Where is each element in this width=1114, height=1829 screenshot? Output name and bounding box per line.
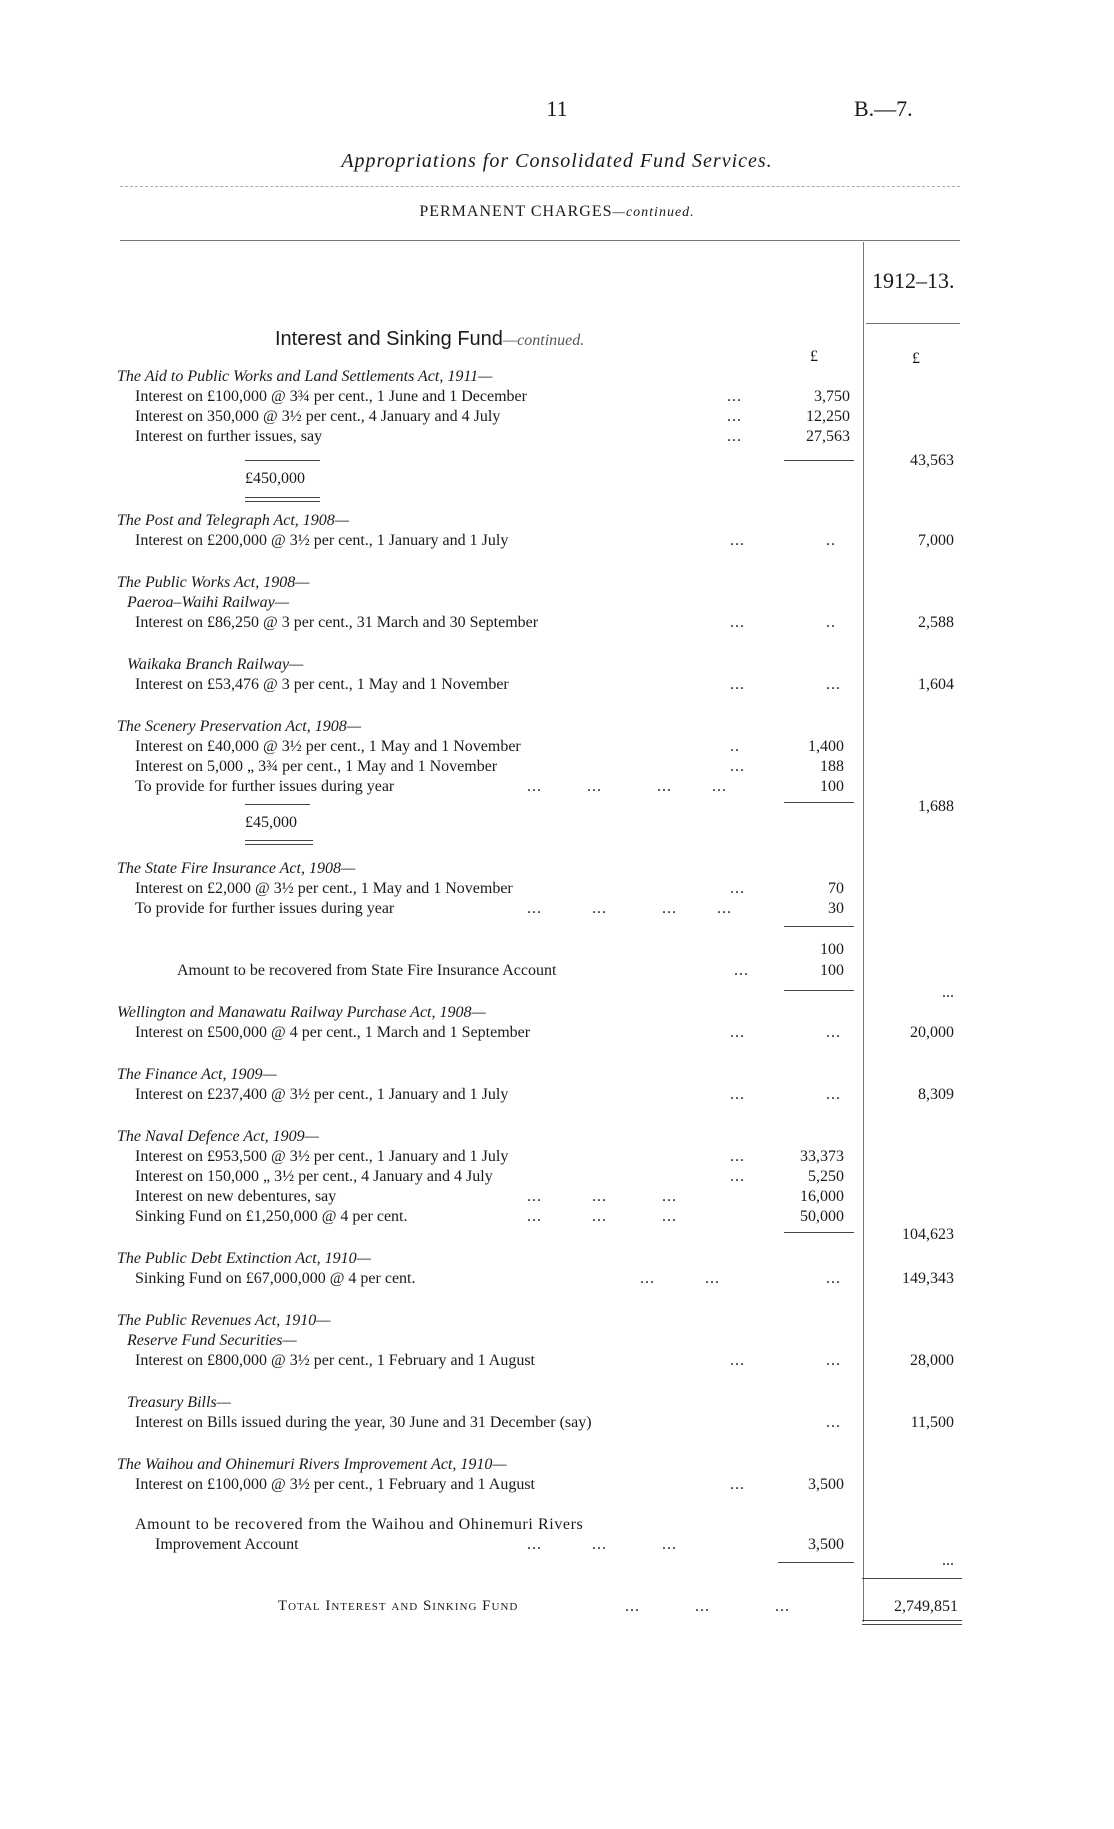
section-continued: —continued. <box>502 332 585 349</box>
subtitle-continued: —continued. <box>612 205 695 220</box>
leader-dots: ... <box>730 1148 745 1165</box>
double-rule <box>245 497 320 502</box>
line-item: Interest on new debentures, say <box>135 1188 337 1205</box>
column-rule <box>784 802 854 803</box>
year-total: 1,688 <box>918 798 954 815</box>
act-heading: The Public Revenues Act, 1910— <box>117 1312 331 1329</box>
item-value: 33,373 <box>800 1148 844 1165</box>
line-item: Interest on £2,000 @ 3½ per cent., 1 May and 1 November <box>135 880 513 897</box>
item-value: 1,400 <box>808 738 844 755</box>
column-rule <box>784 926 854 927</box>
line-item: Interest on £40,000 @ 3½ per cent., 1 May and 1 November <box>135 738 521 755</box>
line-item: Interest on 150,000 „ 3½ per cent., 4 January and 4 July <box>135 1168 493 1185</box>
year-total: ... <box>942 984 954 1001</box>
leader-dots: ... <box>826 1024 841 1041</box>
line-item: Interest on 5,000 „ 3¾ per cent., 1 May and 1 November <box>135 758 498 775</box>
leader-dots: ... <box>730 1168 745 1185</box>
year-total: 7,000 <box>918 532 954 549</box>
item-value: 3,750 <box>814 388 850 405</box>
recovery-line: Amount to be recovered from the Waihou and Ohinemuri Rivers <box>135 1516 584 1533</box>
act-heading: The Finance Act, 1909— <box>117 1066 277 1083</box>
leader-dots: ... <box>730 1352 745 1369</box>
leader-dots: ... <box>730 1086 745 1103</box>
subtotal-rule <box>245 460 320 461</box>
year-total: 2,588 <box>918 614 954 631</box>
line-item: Interest on £200,000 @ 3½ per cent., 1 January and 1 July <box>135 532 509 549</box>
sub-heading: Paeroa–Waihi Railway— <box>127 594 289 611</box>
leader-dots: ... <box>734 962 749 979</box>
line-item: Interest on £100,000 @ 3½ per cent., 1 February and 1 August <box>135 1476 535 1493</box>
year-rule <box>866 323 960 324</box>
double-rule <box>862 1620 962 1625</box>
subtitle-main: PERMANENT CHARGES <box>419 203 613 220</box>
grand-total-value: 2,749,851 <box>894 1598 958 1615</box>
recovery-line: Improvement Account <box>155 1536 299 1553</box>
year-total: 28,000 <box>910 1352 954 1369</box>
leader-dots: ... <box>826 1414 841 1431</box>
leader-dots: ... <box>730 532 745 549</box>
act-heading: The Public Debt Extinction Act, 1910— <box>117 1250 371 1267</box>
leader-dots: ... <box>826 676 841 693</box>
column-rule <box>784 990 854 991</box>
currency-right: £ <box>912 350 920 367</box>
column-rule <box>862 1578 962 1579</box>
leader-dots: ... ... <box>640 1270 720 1287</box>
year-total: ... <box>942 1552 954 1569</box>
line-item: Interest on £953,500 @ 3½ per cent., 1 January and 1 July <box>135 1148 509 1165</box>
leader-dots: ... <box>730 880 745 897</box>
leader-dots: .. <box>826 532 836 549</box>
item-value: 3,500 <box>808 1476 844 1493</box>
year-total: 8,309 <box>918 1086 954 1103</box>
sub-heading: Reserve Fund Securities— <box>127 1332 297 1349</box>
sub-heading: Waikaka Branch Railway— <box>127 656 304 673</box>
leader-dots: ... <box>727 408 742 425</box>
line-item: To provide for further issues during year <box>135 900 395 917</box>
act-heading: The State Fire Insurance Act, 1908— <box>117 860 356 877</box>
item-value: 5,250 <box>808 1168 844 1185</box>
line-item: Interest on £237,400 @ 3½ per cent., 1 January and 1 July <box>135 1086 509 1103</box>
recovery-value: 100 <box>820 962 844 979</box>
item-value: 188 <box>820 758 844 775</box>
document-reference: B.—7. <box>854 96 913 121</box>
column-rule <box>778 1562 854 1563</box>
leader-dots: ... ... ... ... <box>527 900 732 917</box>
page-title: Appropriations for Consolidated Fund Services. <box>341 150 773 172</box>
act-heading: The Waihou and Ohinemuri Rivers Improvement Act, 1910— <box>117 1456 507 1473</box>
sub-heading: Treasury Bills— <box>127 1394 231 1411</box>
line-item: Interest on £500,000 @ 4 per cent., 1 March and 1 September <box>135 1024 531 1041</box>
leader-dots: ... <box>730 676 745 693</box>
header-rule <box>120 240 960 241</box>
act-heading: Wellington and Manawatu Railway Purchase Act, 1908— <box>117 1004 486 1021</box>
item-value: 70 <box>828 880 844 897</box>
leader-dots: ... <box>730 614 745 631</box>
item-value: 12,250 <box>806 408 850 425</box>
line-item: Interest on £800,000 @ 3½ per cent., 1 February and 1 August <box>135 1352 535 1369</box>
leader-dots: ... ... ... ... <box>527 778 727 795</box>
double-rule <box>245 840 313 845</box>
leader-dots: ... ... ... <box>527 1188 677 1205</box>
year-total: 43,563 <box>910 452 954 469</box>
year-total: 11,500 <box>910 1414 954 1431</box>
act-heading: The Public Works Act, 1908— <box>117 574 310 591</box>
item-value: 30 <box>828 900 844 917</box>
act-heading: The Post and Telegraph Act, 1908— <box>117 512 350 529</box>
year-total: 149,343 <box>902 1270 954 1287</box>
leader-dots: ... <box>826 1270 841 1287</box>
line-item: Sinking Fund on £67,000,000 @ 4 per cent. <box>135 1270 416 1287</box>
line-item: Interest on 350,000 @ 3½ per cent., 4 January and 4 July <box>135 408 501 425</box>
line-item: Interest on £100,000 @ 3¾ per cent., 1 June and 1 December <box>135 388 527 405</box>
year-total: 20,000 <box>910 1024 954 1041</box>
leader-dots: ... ... ... <box>625 1598 790 1615</box>
column-rule <box>784 1232 854 1233</box>
principal-total: £450,000 <box>245 470 305 487</box>
line-item: Interest on further issues, say <box>135 428 323 445</box>
page-subtitle <box>0 203 1114 221</box>
line-item: Sinking Fund on £1,250,000 @ 4 per cent. <box>135 1208 408 1225</box>
year-total: 1,604 <box>918 676 954 693</box>
recovery-line: Amount to be recovered from State Fire Insurance Account <box>177 962 557 979</box>
subtotal-rule <box>245 804 310 805</box>
leader-dots: ... ... ... <box>527 1536 677 1553</box>
line-item: Interest on £53,476 @ 3 per cent., 1 May and 1 November <box>135 676 509 693</box>
item-sum: 100 <box>820 941 844 958</box>
line-item: Interest on £86,250 @ 3 per cent., 31 March and 30 September <box>135 614 539 631</box>
leader-dots: ... <box>730 1476 745 1493</box>
item-value: 16,000 <box>800 1188 844 1205</box>
principal-total: £45,000 <box>245 814 297 831</box>
year-total: 104,623 <box>902 1226 954 1243</box>
currency-left: £ <box>810 348 818 365</box>
item-value: 27,563 <box>806 428 850 445</box>
leader-dots: .. <box>730 738 740 755</box>
grand-total-label: Total Interest and Sinking Fund <box>278 1598 519 1614</box>
section-title: Interest and Sinking Fund <box>275 328 503 350</box>
leader-dots: ... ... ... <box>527 1208 677 1225</box>
leader-dots: ... <box>826 1086 841 1103</box>
section-heading <box>275 328 584 351</box>
line-item: Interest on Bills issued during the year, 30 June and 31 December (say) <box>135 1414 592 1431</box>
leader-dots: ... <box>727 428 742 445</box>
item-value: 50,000 <box>800 1208 844 1225</box>
page-number: 11 <box>546 96 568 121</box>
title-rule <box>120 186 960 187</box>
column-rule <box>784 460 854 461</box>
leader-dots: .. <box>826 614 836 631</box>
act-heading: The Scenery Preservation Act, 1908— <box>117 718 361 735</box>
leader-dots: ... <box>730 758 745 775</box>
column-divider-left <box>863 242 864 1622</box>
act-heading: The Naval Defence Act, 1909— <box>117 1128 319 1145</box>
year-column-header: 1912–13. <box>872 268 955 293</box>
leader-dots: ... <box>730 1024 745 1041</box>
line-item: To provide for further issues during year <box>135 778 395 795</box>
item-value: 100 <box>820 778 844 795</box>
leader-dots: ... <box>727 388 742 405</box>
recovery-value: 3,500 <box>808 1536 844 1553</box>
act-heading: The Aid to Public Works and Land Settlements Act, 1911— <box>117 368 493 385</box>
leader-dots: ... <box>826 1352 841 1369</box>
